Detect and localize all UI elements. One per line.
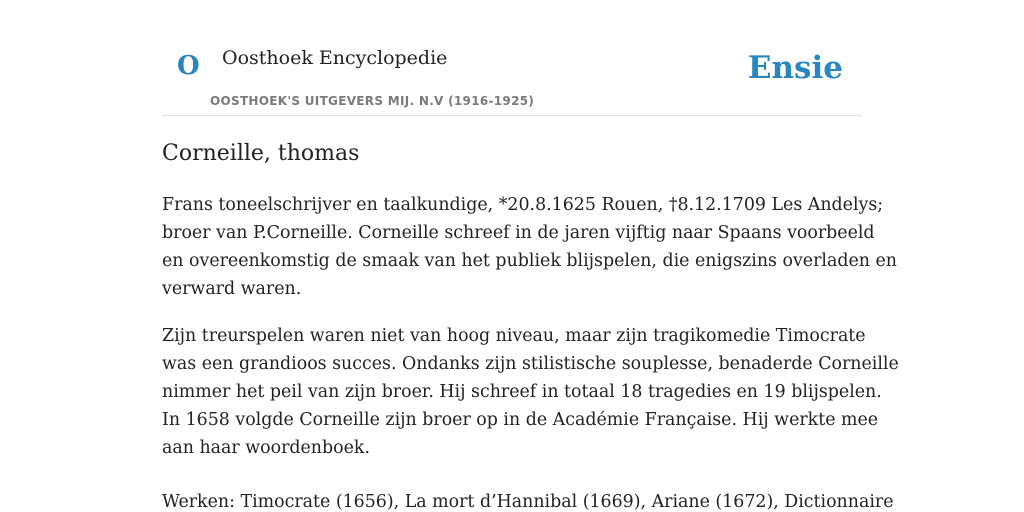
ensie-brand-link[interactable]: Ensie	[747, 50, 843, 86]
paragraph-line: Werken: Timocrate (1656), La mort d’Hannibal (1669), Ariane (1672), Dictionnaire	[162, 492, 894, 512]
article	[162, 138, 899, 512]
paragraph-line: was een grandioos succes. Ondanks zijn stilistische souplesse, benaderde Corneille	[162, 354, 899, 374]
site-logo[interactable]: O	[177, 51, 200, 81]
article-paragraph	[162, 322, 899, 462]
paragraph-line: Frans toneelschrijver en taalkundige, *20.8.1625 Rouen, †8.12.1709 Les Andelys;	[162, 195, 884, 215]
paragraph-line: Zijn treurspelen waren niet van hoog niveau, maar zijn tragikomedie Timocrate	[162, 326, 866, 346]
paragraph-line: en overeenkomstig de smaak van het publiek blijspelen, die enigszins overladen en	[162, 251, 897, 271]
article-title: Corneille, thomas	[162, 141, 360, 166]
paragraph-line: verward waren.	[162, 279, 302, 299]
publisher-subtitle: OOSTHOEK'S UITGEVERS MIJ. N.V (1916-1925)	[210, 94, 535, 108]
works-paragraph	[162, 488, 894, 512]
paragraph-line: nimmer het peil van zijn broer. Hij schreef in totaal 18 tragedies en 19 blijspelen.	[162, 382, 882, 402]
paragraph-line: aan haar woordenboek.	[162, 438, 370, 458]
article-paragraph	[162, 191, 897, 303]
paragraph-line: In 1658 volgde Corneille zijn broer op in de Académie Française. Hij werkte mee	[162, 410, 879, 430]
site-title[interactable]: Oosthoek Encyclopedie	[222, 47, 448, 69]
paragraph-line: broer van P.Corneille. Corneille schreef in de jaren vijftig naar Spaans voorbeeld	[162, 223, 875, 243]
site-header	[162, 40, 862, 116]
